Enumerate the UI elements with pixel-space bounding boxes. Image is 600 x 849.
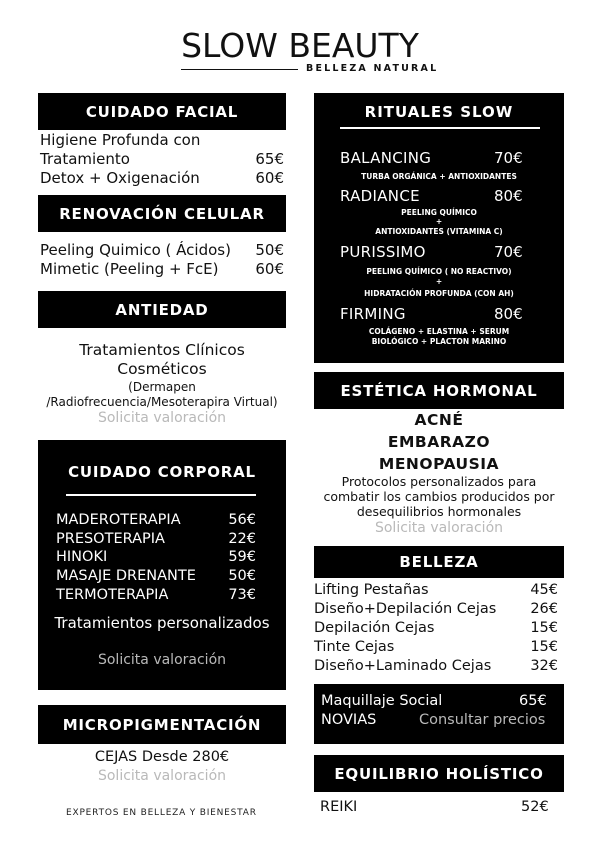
hormonal-cta: Solicita valoración [374,520,504,536]
item-price: 26€ [530,601,558,617]
item-price: 59€ [228,549,256,565]
hormonal-desc-2: combatir los cambios producidos por [323,489,555,504]
antiedad-line-3: (Dermapen [128,380,196,394]
facial-item-1-line-2: Tratamiento [40,150,130,168]
item-price: 15€ [530,620,558,636]
footer-text: EXPERTOS EN BELLEZA Y BIENESTAR [66,808,257,818]
maquillaje-social: Maquillaje Social [321,693,443,709]
list-item [314,601,558,617]
list-item [314,620,558,636]
ritual-desc: PEELING QUÍMICO ( NO REACTIVO) [366,267,512,276]
holistico-item: REIKI [320,799,358,815]
micropigmentacion-cta: Solicita valoración [97,768,227,784]
item-name: HINOKI [56,549,108,565]
item-price: 45€ [530,582,558,598]
item-price: 32€ [530,658,558,674]
item-price: 73€ [228,587,256,603]
facial-item-2-name: Detox + Oxigenación [40,169,200,187]
rituales-divider [340,127,540,129]
antiedad-line-2: Cosméticos [117,360,207,378]
ritual-desc: TURBA ORGÁNICA + ANTIOXIDANTES [361,172,517,181]
list-item [56,568,256,584]
facial-item-2-price: 60€ [255,169,284,187]
list-item [40,241,284,259]
hormonal-word-1: ACNÉ [414,411,464,429]
item-name: Diseño+Depilación Cejas [314,601,497,617]
ritual-desc: + [435,217,443,226]
list-item [314,639,558,655]
item-price: 15€ [530,639,558,655]
ritual-price: 80€ [494,187,523,205]
maquillaje-novias-price: Consultar precios [419,712,546,728]
ritual-name: RADIANCE [340,187,420,205]
brand-underline [181,69,298,70]
section-title-belleza: BELLEZA [314,546,564,578]
item-name: Mimetic (Peeling + FcE) [40,260,219,278]
ritual-desc: BIOLÓGICO + PLACTON MARINO [371,337,507,346]
cuidado-corporal-personalizados: Tratamientos personalizados [54,614,270,632]
section-title-estetica-hormonal: ESTÉTICA HORMONAL [314,372,564,409]
ritual-name: BALANCING [340,149,432,167]
hormonal-desc-1: Protocolos personalizados para [341,474,537,489]
ritual-desc: + [435,277,443,286]
list-item [56,512,256,528]
section-title-antiedad: ANTIEDAD [38,291,286,328]
list-item [314,658,558,674]
antiedad-line-4: /Radiofrecuencia/Mesoterapira Virtual) [46,395,278,409]
item-price: 50€ [228,568,256,584]
maquillaje-novias: NOVIAS [321,712,377,728]
holistico-price: 52€ [521,799,549,815]
item-name: Tinte Cejas [314,639,395,655]
facial-item-1-line-1: Higiene Profunda con [40,131,201,149]
list-item [56,587,256,603]
item-name: Lifting Pestañas [314,582,429,598]
facial-item-1 [40,150,284,168]
item-name: Peeling Quimico ( Ácidos) [40,241,231,259]
hormonal-desc-3: desequilibrios hormonales [356,504,522,519]
item-name: MASAJE DRENANTE [56,568,196,584]
antiedad-line-1: Tratamientos Clínicos [79,341,245,359]
cuidado-corporal-divider [66,494,256,496]
ritual-price: 80€ [494,305,523,323]
ritual-desc: PEELING QUÍMICO [401,208,477,217]
maquillaje-social-price: 65€ [519,693,547,709]
item-price: 56€ [228,512,256,528]
item-price: 60€ [255,260,284,278]
item-name: TERMOTERAPIA [56,587,169,603]
section-title-cuidado-corporal: CUIDADO CORPORAL [68,463,256,481]
section-title-renovacion-celular: RENOVACIÓN CELULAR [38,195,286,232]
ritual-price: 70€ [494,243,523,261]
list-item [40,260,284,278]
hormonal-word-2: EMBARAZO [387,433,491,451]
ritual-name: FIRMING [340,305,406,323]
ritual-desc: ANTIOXIDANTES (VITAMINA C) [375,227,503,236]
ritual-desc: COLÁGENO + ELASTINA + SERUM [368,327,510,336]
brand-title: SLOW BEAUTY [181,26,419,65]
item-name: Diseño+Laminado Cejas [314,658,492,674]
item-price: 50€ [255,241,284,259]
section-title-cuidado-facial: CUIDADO FACIAL [38,93,286,130]
section-title-micropigmentacion: MICROPIGMENTACIÓN [38,705,286,744]
cuidado-corporal-cta: Solicita valoración [97,652,227,668]
list-item [314,582,558,598]
item-name: MADEROTERAPIA [56,512,181,528]
list-item [56,549,256,565]
ritual-desc: HIDRATACIÓN PROFUNDA (CON AH) [364,289,514,298]
ritual-name: PURISSIMO [340,243,426,261]
list-item [56,531,256,547]
section-title-equilibrio-holistico: EQUILIBRIO HOLÍSTICO [314,755,564,792]
facial-item-2 [40,169,284,187]
item-name: PRESOTERAPIA [56,531,165,547]
hormonal-word-3: MENOPAUSIA [378,455,500,473]
ritual-price: 70€ [494,149,523,167]
micropigmentacion-line: CEJAS Desde 280€ [94,749,230,765]
facial-item-1-price: 65€ [255,150,284,168]
item-price: 22€ [228,531,256,547]
antiedad-cta: Solicita valoración [97,410,227,426]
section-title-rituales: RITUALES SLOW [364,103,514,121]
brand-tagline: BELLEZA NATURAL [306,63,439,74]
item-name: Depilación Cejas [314,620,435,636]
